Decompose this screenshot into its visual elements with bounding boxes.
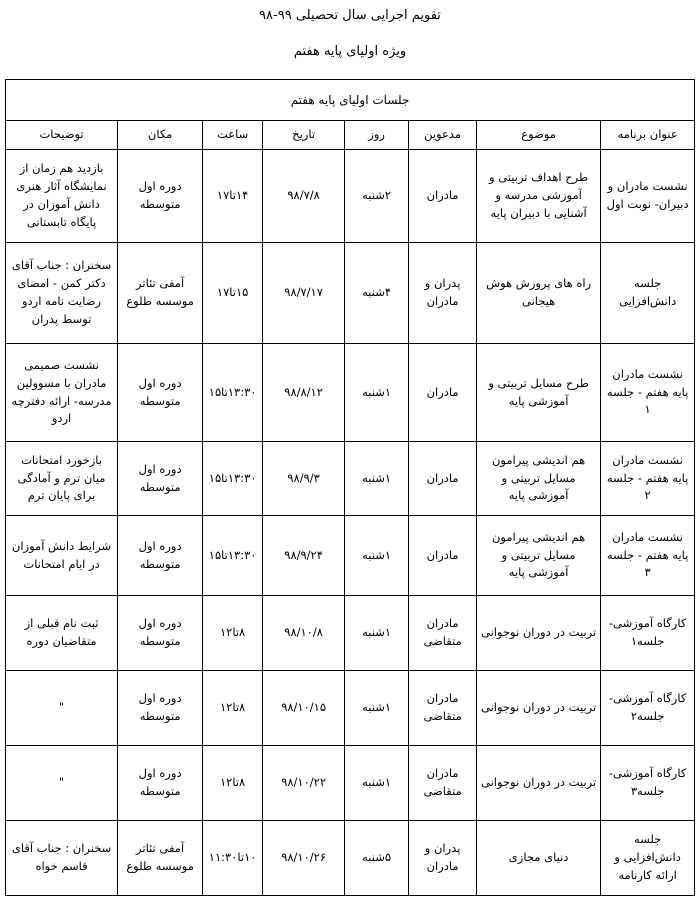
table-row <box>6 821 695 896</box>
cell-program-title: جلسه دانش‌افزایی <box>601 243 695 344</box>
cell-day: ۱شنبه <box>345 442 409 516</box>
cell-day: ۱شنبه <box>345 596 409 671</box>
cell-invitees: مادران <box>409 150 477 243</box>
cell-program-title: نشست مادران پایه هفتم - جلسه ۱ <box>601 344 695 442</box>
cell-invitees: مادران متقاضی <box>409 746 477 821</box>
cell-location: دوره اول متوسطه <box>118 746 203 821</box>
cell-time: ۱۳:۳۰تا۱۵ <box>203 344 263 442</box>
cell-location: دوره اول متوسطه <box>118 344 203 442</box>
table-caption-row <box>6 80 695 121</box>
cell-date: ۹۸/۸/۱۲ <box>263 344 345 442</box>
cell-location: دوره اول متوسطه <box>118 596 203 671</box>
cell-program-title: جلسه دانش‌افزایی و ارائه کارنامه <box>601 821 695 896</box>
cell-invitees: مادران متقاضی <box>409 671 477 746</box>
cell-day: ۵شنبه <box>345 821 409 896</box>
cell-notes: شرایط دانش آموزان در ایام امتحانات <box>6 516 118 596</box>
cell-topic: دنیای مجازی <box>477 821 601 896</box>
cell-topic: هم اندیشی پیرامون مسایل تربیتی و آموزشی پایه <box>477 516 601 596</box>
cell-date: ۹۸/۹/۲۴ <box>263 516 345 596</box>
page-subtitle: ویژه اولیای پایه هفتم <box>293 44 407 59</box>
cell-invitees: مادران متقاضی <box>409 596 477 671</box>
header-notes: توضیحات <box>6 121 118 150</box>
cell-time: ۸تا۱۲ <box>203 596 263 671</box>
cell-location: دوره اول متوسطه <box>118 516 203 596</box>
cell-date: ۹۸/۷/۸ <box>263 150 345 243</box>
cell-program-title: نشست مادران پایه هفتم - جلسه ۳ <box>601 516 695 596</box>
cell-location: آمفی تئاتر موسسه طلوع <box>118 821 203 896</box>
header-date: تاریخ <box>263 121 345 150</box>
cell-notes: بازخورد امتحانات میان ترم و آمادگی برای پایان ترم <box>6 442 118 516</box>
cell-program-title: کارگاه آموزشی- جلسه۱ <box>601 596 695 671</box>
cell-time: ۸تا۱۲ <box>203 746 263 821</box>
cell-invitees: مادران <box>409 442 477 516</box>
cell-day: ۲شنبه <box>345 150 409 243</box>
cell-date: ۹۸/۹/۳ <box>263 442 345 516</box>
cell-topic: تربیت در دوران نوجوانی <box>477 671 601 746</box>
cell-topic: تربیت در دوران نوجوانی <box>477 746 601 821</box>
table-row <box>6 746 695 821</box>
cell-program-title: کارگاه آموزشی- جلسه۲ <box>601 671 695 746</box>
cell-notes: سخنران : جناب آقای قاسم خواه <box>6 821 118 896</box>
cell-invitees: پدران و مادران <box>409 243 477 344</box>
cell-date: ۹۸/۱۰/۸ <box>263 596 345 671</box>
table-row <box>6 150 695 243</box>
cell-invitees: پدران و مادران <box>409 821 477 896</box>
cell-time: ۱۳:۳۰تا۱۵ <box>203 516 263 596</box>
header-day: روز <box>345 121 409 150</box>
cell-topic: راه های پرورش هوش هیجانی <box>477 243 601 344</box>
cell-topic: طرح مسایل تربیتی و آموزشی پایه <box>477 344 601 442</box>
cell-time: ۸تا۱۲ <box>203 671 263 746</box>
header-time: ساعت <box>203 121 263 150</box>
table-caption: جلسات اولیای پایه هفتم <box>6 80 695 121</box>
header-invitees: مدعوین <box>409 121 477 150</box>
cell-date: ۹۸/۱۰/۱۵ <box>263 671 345 746</box>
table-row <box>6 243 695 344</box>
cell-location: آمفی تئاتر موسسه طلوع <box>118 243 203 344</box>
cell-invitees: مادران <box>409 344 477 442</box>
cell-notes: ثبت نام قبلی از متقاضیان دوره <box>6 596 118 671</box>
cell-program-title: نشست مادران و دبیران- نوبت اول <box>601 150 695 243</box>
cell-program-title: کارگاه آموزشی- جلسه۳ <box>601 746 695 821</box>
cell-time: ۱۳:۳۰تا۱۵ <box>203 442 263 516</box>
cell-location: دوره اول متوسطه <box>118 671 203 746</box>
schedule-table <box>5 79 695 896</box>
cell-time: ۱۵تا۱۷ <box>203 243 263 344</box>
cell-day: ۱شنبه <box>345 516 409 596</box>
cell-location: دوره اول متوسطه <box>118 442 203 516</box>
cell-time: ۱۴تا۱۷ <box>203 150 263 243</box>
cell-day: ۴شنبه <box>345 243 409 344</box>
header-topic: موضوع <box>477 121 601 150</box>
cell-date: ۹۸/۱۰/۲۶ <box>263 821 345 896</box>
cell-day: ۱شنبه <box>345 746 409 821</box>
cell-time: ۱۰تا۱۱:۳۰ <box>203 821 263 896</box>
cell-location: دوره اول متوسطه <box>118 150 203 243</box>
cell-topic: تربیت در دوران نوجوانی <box>477 596 601 671</box>
table-row <box>6 344 695 442</box>
cell-notes: بازدید هم زمان از نمایشگاه آثار هنری دانش آموزان در پایگاه تابستانی <box>6 150 118 243</box>
cell-day: ۱شنبه <box>345 671 409 746</box>
cell-date: ۹۸/۷/۱۷ <box>263 243 345 344</box>
cell-date: ۹۸/۱۰/۲۲ <box>263 746 345 821</box>
cell-notes: " <box>6 746 118 821</box>
cell-invitees: مادران <box>409 516 477 596</box>
cell-notes: " <box>6 671 118 746</box>
table-row <box>6 671 695 746</box>
cell-program-title: نشست مادران پایه هفتم - جلسه ۲ <box>601 442 695 516</box>
page-title: تقویم اجرایی سال تحصیلی ۹۹-۹۸ <box>259 8 441 23</box>
cell-notes: سخنران : جناب آقای دکتر کمن - امضای رضایت نامه اردو توسط پدران <box>6 243 118 344</box>
cell-day: ۱شنبه <box>345 344 409 442</box>
table-row <box>6 442 695 516</box>
table-header-row <box>6 121 695 150</box>
table-row <box>6 516 695 596</box>
cell-topic: طرح اهداف تربیتی و آموزشی مدرسه و آشنایی با دبیران پایه <box>477 150 601 243</box>
header-location: مکان <box>118 121 203 150</box>
cell-notes: نشست صمیمی مادران با مسوولین مدرسه- ارائه دفترچه اردو <box>6 344 118 442</box>
table-row <box>6 596 695 671</box>
header-program-title: عنوان برنامه <box>601 121 695 150</box>
cell-topic: هم اندیشی پیرامون مسایل تربیتی و آموزشی پایه <box>477 442 601 516</box>
